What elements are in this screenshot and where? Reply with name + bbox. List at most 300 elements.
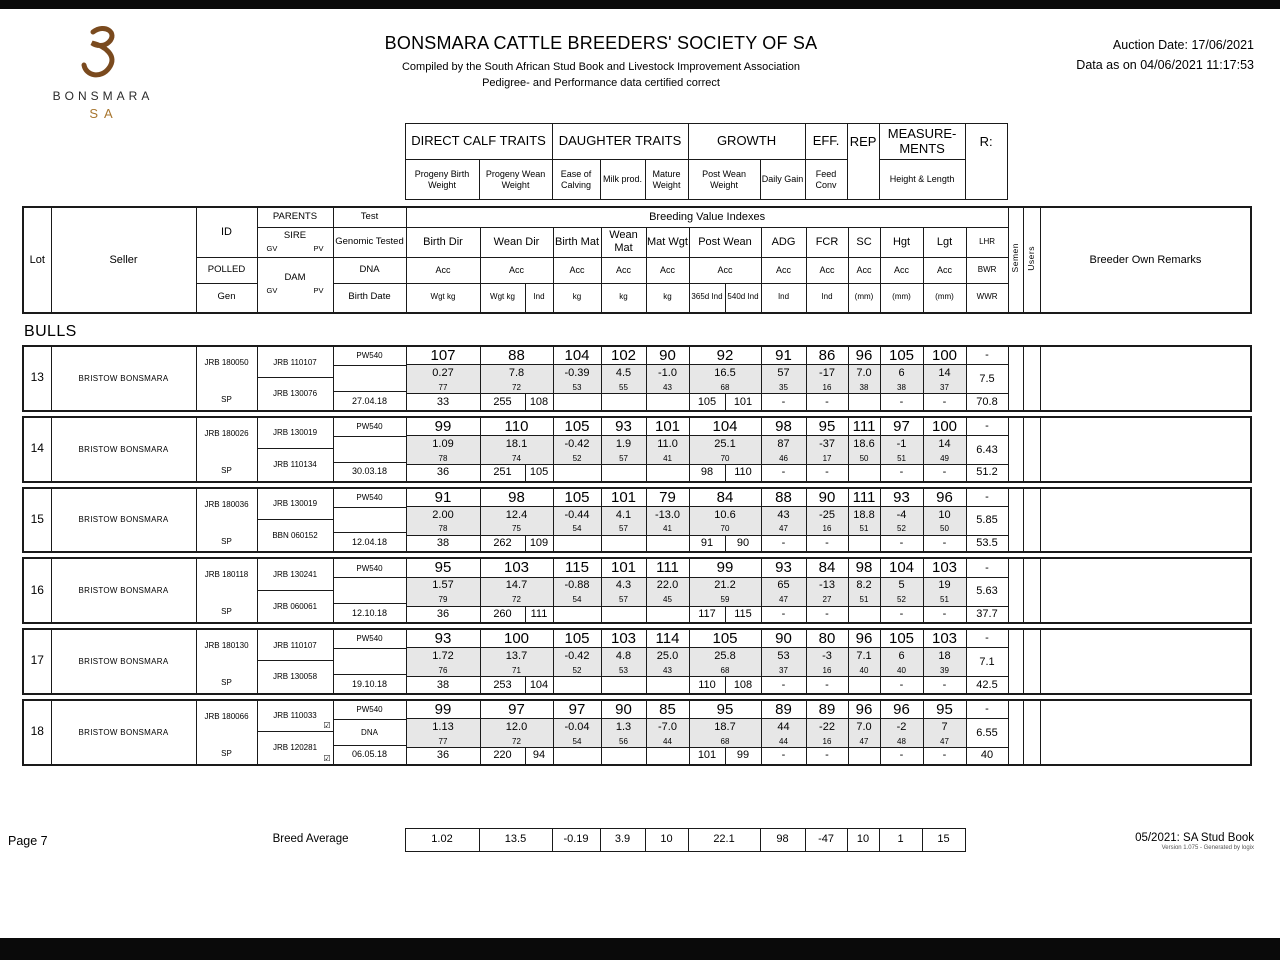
- col-semen: [1008, 207, 1023, 313]
- ebv-lgt: 18: [923, 648, 966, 665]
- remarks-cell: [1040, 346, 1251, 411]
- idx-sc: 96: [848, 629, 880, 648]
- dna-flag: [334, 367, 406, 390]
- parents-cell: [257, 629, 333, 694]
- page-header: [0, 9, 1280, 123]
- ebv-birth-dir: 1.72: [406, 648, 480, 665]
- unit-wean-wgt: Wgt kg: [480, 283, 525, 313]
- ebv-adg: 65: [761, 577, 806, 594]
- ebv-fcr: -25: [806, 506, 848, 523]
- ebv-mat-wgt: 22.0: [646, 577, 689, 594]
- ebv-post-wean: 16.5: [689, 365, 761, 382]
- dna-flag: DNA: [361, 727, 378, 737]
- ebv-lgt: 14: [923, 365, 966, 382]
- lhr-value: -: [966, 558, 1008, 577]
- col-post-wean: Post Wean: [689, 227, 761, 257]
- semen-label: Semen: [1009, 243, 1020, 273]
- group-r: R:: [965, 124, 1007, 200]
- birth-date: 30.03.18: [334, 462, 406, 481]
- acc-sc: 40: [848, 665, 880, 677]
- acc-wean-mat: 56: [601, 736, 646, 748]
- ebv-birth-dir: 1.57: [406, 577, 480, 594]
- idx-wean-dir: 110: [480, 417, 553, 436]
- col-birth-mat: Birth Mat: [553, 227, 601, 257]
- ebv-mat-wgt: -7.0: [646, 719, 689, 736]
- acc-wean-dir: 71: [480, 665, 553, 677]
- ebv-mat-wgt: 25.0: [646, 648, 689, 665]
- bot-wean-ind: 94: [525, 748, 553, 765]
- bot-fcr: -: [806, 394, 848, 411]
- sire-id: JRB 110033: [273, 711, 317, 721]
- unit-adg: Ind: [761, 283, 806, 313]
- ba-mat-wgt: 10: [645, 828, 688, 851]
- ebv-lgt: 10: [923, 506, 966, 523]
- bot-birth-wgt: 36: [406, 606, 480, 623]
- col-birth-date: Birth Date: [333, 283, 406, 313]
- gen-value: SP: [221, 748, 232, 758]
- seller-name: BRISTOW BONSMARA: [51, 346, 196, 411]
- acc-hgt: 38: [880, 382, 923, 394]
- bot-lgt: -: [923, 535, 966, 552]
- animal-id: JRB 180066: [204, 711, 249, 721]
- acc-birth-mat: 54: [553, 736, 601, 748]
- acc-adg: 44: [761, 736, 806, 748]
- acc-sc: 38: [848, 382, 880, 394]
- semen-cell: [1008, 488, 1023, 553]
- idx-fcr: 80: [806, 629, 848, 648]
- bot-fcr: -: [806, 535, 848, 552]
- ebv-sc: 18.6: [848, 436, 880, 453]
- acc-birth-dir: 77: [406, 736, 480, 748]
- users-cell: [1023, 346, 1040, 411]
- bot-pw-540: 108: [725, 677, 761, 694]
- bot-hgt: -: [880, 394, 923, 411]
- bot-birth-wgt: 36: [406, 465, 480, 482]
- acc-sc: 51: [848, 523, 880, 535]
- sire-id-wrap: [258, 418, 333, 449]
- lot-number: 16: [23, 558, 51, 623]
- idx-post-wean: 104: [689, 417, 761, 436]
- bot-birth-wgt: 33: [406, 394, 480, 411]
- bwr-value: 5.85: [966, 506, 1008, 535]
- acc-post-wean: 68: [689, 382, 761, 394]
- bot-sc: [848, 748, 880, 765]
- animal-id-cell: [196, 346, 257, 411]
- seller-name: BRISTOW BONSMARA: [51, 700, 196, 765]
- col-acc: Acc: [923, 257, 966, 283]
- idx-wean-mat: 103: [601, 629, 646, 648]
- idx-birth-mat: 105: [553, 488, 601, 507]
- idx-birth-dir: 99: [406, 700, 480, 719]
- ebv-sc: 7.1: [848, 648, 880, 665]
- bot-birth-mat: [553, 677, 601, 694]
- unit-365d-ind: 365d Ind: [689, 283, 725, 313]
- ebv-lgt: 7: [923, 719, 966, 736]
- col-lhr: LHR: [966, 227, 1008, 257]
- ebv-adg: 44: [761, 719, 806, 736]
- ba-birth-dir: 1.02: [405, 828, 479, 851]
- sire-id-wrap: [258, 701, 333, 732]
- dam-id-wrap: [258, 449, 333, 480]
- acc-adg: 37: [761, 665, 806, 677]
- users-label: Users: [1025, 245, 1036, 271]
- bot-mat-wgt: [646, 677, 689, 694]
- ebv-hgt: 6: [880, 365, 923, 382]
- bot-mat-wgt: [646, 394, 689, 411]
- ba-fcr: -47: [805, 828, 847, 851]
- bot-wean-wgt: 260: [480, 606, 525, 623]
- idx-sc: 111: [848, 417, 880, 436]
- ba-adg: 98: [760, 828, 805, 851]
- bot-wean-wgt: 253: [480, 677, 525, 694]
- ebv-hgt: -2: [880, 719, 923, 736]
- animal-id: JRB 180118: [204, 570, 249, 580]
- animal-id-cell: [196, 417, 257, 482]
- ebv-birth-dir: 1.09: [406, 436, 480, 453]
- test-type: PW540: [334, 630, 406, 649]
- acc-birth-dir: 77: [406, 382, 480, 394]
- bot-birth-mat: [553, 394, 601, 411]
- bot-birth-mat: [553, 535, 601, 552]
- bot-birth-wgt: 36: [406, 748, 480, 765]
- idx-lgt: 95: [923, 700, 966, 719]
- idx-lgt: 103: [923, 629, 966, 648]
- idx-adg: 88: [761, 488, 806, 507]
- ebv-birth-mat: -0.04: [553, 719, 601, 736]
- sire-dna-check-icon: ☑: [323, 721, 331, 731]
- col-lgt: Lgt: [923, 227, 966, 257]
- sire-id: JRB 130019: [272, 499, 318, 509]
- auction-date: Auction Date: 17/06/2021: [1112, 38, 1254, 52]
- bwr-value: 7.1: [966, 648, 1008, 677]
- col-birth-dir: Birth Dir: [406, 227, 480, 257]
- animal-id-cell: [196, 488, 257, 553]
- col-users: [1023, 207, 1040, 313]
- birth-date: 27.04.18: [334, 391, 406, 410]
- acc-lgt: 37: [923, 382, 966, 394]
- birth-date: 19.10.18: [334, 674, 406, 693]
- col-fcr: FCR: [806, 227, 848, 257]
- ebv-mat-wgt: -1.0: [646, 365, 689, 382]
- test-type: PW540: [334, 489, 406, 508]
- users-cell: [1023, 417, 1040, 482]
- semen-cell: [1008, 629, 1023, 694]
- acc-birth-dir: 78: [406, 523, 480, 535]
- acc-wean-dir: 75: [480, 523, 553, 535]
- wwr-value: 40: [966, 748, 1008, 765]
- acc-hgt: 51: [880, 453, 923, 465]
- acc-birth-mat: 52: [553, 665, 601, 677]
- dam-gv-pv: GV PV: [266, 286, 324, 296]
- parents-cell: [257, 700, 333, 765]
- bot-wean-mat: [601, 606, 646, 623]
- ebv-sc: 8.2: [848, 577, 880, 594]
- bot-fcr: -: [806, 465, 848, 482]
- col-dna: DNA: [333, 257, 406, 283]
- idx-wean-dir: 98: [480, 488, 553, 507]
- acc-birth-dir: 79: [406, 594, 480, 606]
- animal-id-cell: [196, 558, 257, 623]
- ebv-sc: 7.0: [848, 719, 880, 736]
- acc-wean-mat: 55: [601, 382, 646, 394]
- title-block: [166, 23, 1036, 89]
- ebv-birth-mat: -0.44: [553, 506, 601, 523]
- acc-birth-dir: 76: [406, 665, 480, 677]
- parents-cell: [257, 558, 333, 623]
- col-genomic-tested: Genomic Tested: [333, 227, 406, 257]
- idx-lgt: 103: [923, 558, 966, 577]
- idx-adg: 89: [761, 700, 806, 719]
- col-wwr: WWR: [966, 283, 1008, 313]
- acc-sc: 51: [848, 594, 880, 606]
- acc-wean-mat: 53: [601, 665, 646, 677]
- dna-flag: [334, 509, 406, 532]
- ebv-post-wean: 18.7: [689, 719, 761, 736]
- idx-sc: 96: [848, 700, 880, 719]
- seller-name: BRISTOW BONSMARA: [51, 488, 196, 553]
- acc-adg: 35: [761, 382, 806, 394]
- lot-number: 18: [23, 700, 51, 765]
- sub-feed-conv: Feed Conv: [805, 160, 847, 200]
- bot-wean-ind: 109: [525, 535, 553, 552]
- semen-cell: [1008, 700, 1023, 765]
- ebv-fcr: -3: [806, 648, 848, 665]
- idx-birth-dir: 99: [406, 417, 480, 436]
- idx-adg: 93: [761, 558, 806, 577]
- idx-sc: 96: [848, 346, 880, 365]
- idx-post-wean: 95: [689, 700, 761, 719]
- test-type: PW540: [334, 347, 406, 366]
- ebv-fcr: -37: [806, 436, 848, 453]
- acc-sc: 47: [848, 736, 880, 748]
- idx-wean-mat: 101: [601, 558, 646, 577]
- lhr-value: -: [966, 629, 1008, 648]
- col-acc: Acc: [761, 257, 806, 283]
- users-cell: [1023, 700, 1040, 765]
- bot-birth-wgt: 38: [406, 535, 480, 552]
- ebv-mat-wgt: -13.0: [646, 506, 689, 523]
- bot-birth-mat: [553, 748, 601, 765]
- ebv-lgt: 14: [923, 436, 966, 453]
- group-daughter-traits: DAUGHTER TRAITS: [552, 124, 688, 160]
- data-as-on: Data as on 04/06/2021 11:17:53: [1076, 58, 1254, 72]
- acc-fcr: 16: [806, 382, 848, 394]
- idx-wean-mat: 93: [601, 417, 646, 436]
- users-cell: [1023, 558, 1040, 623]
- dna-flag: [334, 579, 406, 602]
- animal-id-cell: [196, 629, 257, 694]
- main-table-header: [22, 206, 1252, 314]
- idx-wean-dir: 88: [480, 346, 553, 365]
- acc-post-wean: 68: [689, 736, 761, 748]
- sire-id-wrap: [258, 559, 333, 590]
- lot-block: [22, 487, 1252, 554]
- ebv-sc: 7.0: [848, 365, 880, 382]
- test-cell: [333, 488, 406, 553]
- breed-average-row: [22, 828, 1250, 852]
- ebv-wean-dir: 12.0: [480, 719, 553, 736]
- sub-progeny-wean-weight: Progeny Wean Weight: [479, 160, 552, 200]
- bot-sc: [848, 394, 880, 411]
- lhr-value: -: [966, 417, 1008, 436]
- ebv-birth-dir: 2.00: [406, 506, 480, 523]
- test-cell: [333, 558, 406, 623]
- bot-lgt: -: [923, 606, 966, 623]
- ebv-wean-mat: 4.8: [601, 648, 646, 665]
- ebv-hgt: -4: [880, 506, 923, 523]
- idx-adg: 91: [761, 346, 806, 365]
- bot-adg: -: [761, 465, 806, 482]
- bot-lgt: -: [923, 465, 966, 482]
- idx-wean-dir: 100: [480, 629, 553, 648]
- animal-id: JRB 180130: [204, 641, 249, 651]
- col-acc: Acc: [553, 257, 601, 283]
- col-test: Test: [333, 207, 406, 227]
- col-wean-dir: Wean Dir: [480, 227, 553, 257]
- bot-fcr: -: [806, 748, 848, 765]
- ba-lgt: 15: [922, 828, 965, 851]
- unit-birth-dir: Wgt kg: [406, 283, 480, 313]
- sire-id-wrap: [258, 630, 333, 661]
- bot-wean-wgt: 262: [480, 535, 525, 552]
- acc-post-wean: 70: [689, 453, 761, 465]
- ebv-birth-dir: 0.27: [406, 365, 480, 382]
- ebv-fcr: -17: [806, 365, 848, 382]
- bot-birth-wgt: 38: [406, 677, 480, 694]
- acc-adg: 47: [761, 523, 806, 535]
- lot-block: [22, 557, 1252, 624]
- acc-wean-mat: 57: [601, 594, 646, 606]
- acc-birth-mat: 53: [553, 382, 601, 394]
- bot-wean-mat: [601, 677, 646, 694]
- logo-sa-label: SA: [89, 106, 119, 121]
- group-direct-calf-traits: DIRECT CALF TRAITS: [405, 124, 552, 160]
- idx-hgt: 104: [880, 558, 923, 577]
- acc-wean-dir: 72: [480, 594, 553, 606]
- version-label: Version 1.075 - Generated by logix: [1161, 844, 1254, 851]
- bot-hgt: -: [880, 535, 923, 552]
- col-wean-mat: Wean Mat: [601, 227, 646, 257]
- acc-mat-wgt: 41: [646, 453, 689, 465]
- acc-mat-wgt: 43: [646, 665, 689, 677]
- ebv-birth-mat: -0.42: [553, 648, 601, 665]
- birth-date: 12.10.18: [334, 603, 406, 622]
- bot-pw-365: 101: [689, 748, 725, 765]
- acc-lgt: 39: [923, 665, 966, 677]
- idx-mat-wgt: 79: [646, 488, 689, 507]
- col-hgt: Hgt: [880, 227, 923, 257]
- dna-flag: [334, 438, 406, 461]
- ebv-wean-mat: 4.5: [601, 365, 646, 382]
- lot-block: [22, 699, 1252, 766]
- gen-value: SP: [221, 465, 232, 475]
- acc-fcr: 27: [806, 594, 848, 606]
- bot-wean-ind: 104: [525, 677, 553, 694]
- unit-wean-mat: kg: [601, 283, 646, 313]
- ba-birth-mat: -0.19: [552, 828, 600, 851]
- ebv-birth-mat: -0.88: [553, 577, 601, 594]
- bot-mat-wgt: [646, 606, 689, 623]
- idx-mat-wgt: 111: [646, 558, 689, 577]
- idx-post-wean: 92: [689, 346, 761, 365]
- bot-hgt: -: [880, 465, 923, 482]
- idx-birth-mat: 97: [553, 700, 601, 719]
- col-bwr: BWR: [966, 257, 1008, 283]
- acc-birth-dir: 78: [406, 453, 480, 465]
- lot-block: [22, 416, 1252, 483]
- bottom-black-bar: [0, 938, 1280, 960]
- lot-number: 14: [23, 417, 51, 482]
- ebv-wean-dir: 7.8: [480, 365, 553, 382]
- idx-lgt: 100: [923, 417, 966, 436]
- breed-average-label: Breed Average: [272, 832, 349, 845]
- bot-birth-mat: [553, 606, 601, 623]
- bonsmara-logo: [36, 23, 166, 121]
- idx-fcr: 95: [806, 417, 848, 436]
- ebv-post-wean: 21.2: [689, 577, 761, 594]
- ebv-wean-mat: 4.1: [601, 506, 646, 523]
- ebv-adg: 87: [761, 436, 806, 453]
- lot-number: 15: [23, 488, 51, 553]
- bot-mat-wgt: [646, 748, 689, 765]
- bwr-value: 6.43: [966, 436, 1008, 465]
- dam-id-wrap: [258, 520, 333, 551]
- ba-hgt: 1: [879, 828, 922, 851]
- gen-value: SP: [221, 395, 232, 405]
- remarks-cell: [1040, 629, 1251, 694]
- acc-birth-mat: 54: [553, 523, 601, 535]
- idx-hgt: 93: [880, 488, 923, 507]
- dam-id-wrap: [258, 661, 333, 692]
- bot-pw-540: 115: [725, 606, 761, 623]
- unit-lgt: (mm): [923, 283, 966, 313]
- col-sc: SC: [848, 227, 880, 257]
- lot-number: 13: [23, 346, 51, 411]
- idx-fcr: 90: [806, 488, 848, 507]
- group-eff: EFF.: [805, 124, 847, 160]
- idx-hgt: 97: [880, 417, 923, 436]
- bot-hgt: -: [880, 677, 923, 694]
- ebv-birth-mat: -0.42: [553, 436, 601, 453]
- acc-wean-mat: 57: [601, 453, 646, 465]
- document-page: [0, 9, 1280, 876]
- bot-mat-wgt: [646, 535, 689, 552]
- idx-lgt: 100: [923, 346, 966, 365]
- bot-pw-540: 90: [725, 535, 761, 552]
- dam-id-wrap: [258, 591, 333, 622]
- semen-cell: [1008, 346, 1023, 411]
- acc-mat-wgt: 43: [646, 382, 689, 394]
- users-cell: [1023, 629, 1040, 694]
- acc-fcr: 17: [806, 453, 848, 465]
- bot-wean-mat: [601, 394, 646, 411]
- ebv-adg: 43: [761, 506, 806, 523]
- bot-lgt: -: [923, 677, 966, 694]
- idx-birth-dir: 95: [406, 558, 480, 577]
- ba-sc: 10: [847, 828, 879, 851]
- col-dam: [257, 257, 333, 313]
- ebv-wean-mat: 1.3: [601, 719, 646, 736]
- page-title: BONSMARA CATTLE BREEDERS' SOCIETY OF SA: [384, 33, 818, 53]
- acc-lgt: 47: [923, 736, 966, 748]
- lot-block: [22, 345, 1252, 412]
- ebv-adg: 53: [761, 648, 806, 665]
- acc-lgt: 49: [923, 453, 966, 465]
- bot-sc: [848, 465, 880, 482]
- idx-lgt: 96: [923, 488, 966, 507]
- users-cell: [1023, 488, 1040, 553]
- ba-wean-dir: 13.5: [479, 828, 552, 851]
